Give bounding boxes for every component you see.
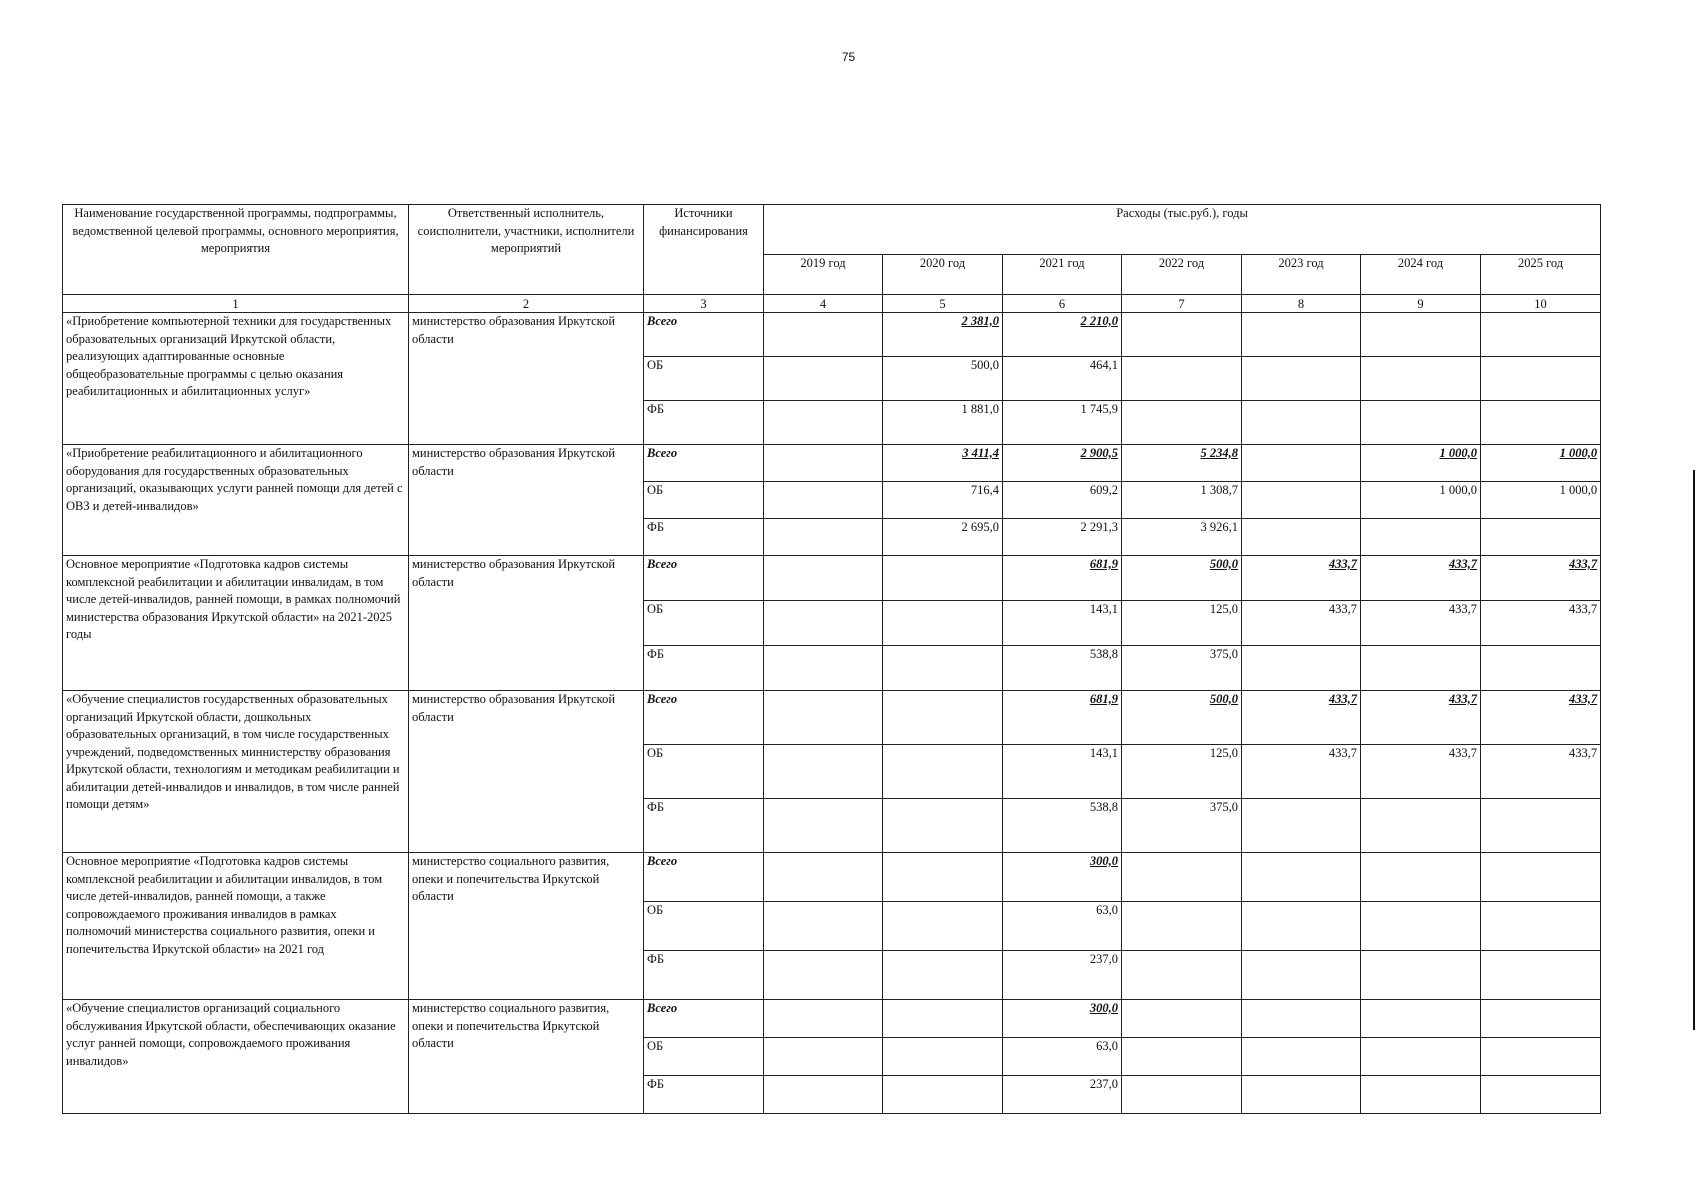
table-row <box>63 556 1601 601</box>
column-number: 6 <box>1003 295 1122 313</box>
expense-value <box>883 745 1003 799</box>
expense-value <box>764 313 883 357</box>
expense-value: 1 308,7 <box>1122 482 1242 519</box>
expense-value <box>1122 1000 1242 1038</box>
column-header-source: Источники финансирования <box>644 205 764 295</box>
column-header-executor: Ответственный исполнитель, соисполнители, участники, исполнители мероприятий <box>409 205 644 295</box>
activity-name: «Приобретение компьютерной техники для государственных образовательных организаций Иркутской области, реализующих адаптированные основные общеобразовательные программы с целью оказания реабилитационных и абилитационных услуг» <box>63 313 409 445</box>
table-body <box>63 313 1601 1114</box>
expense-value <box>883 1038 1003 1076</box>
expense-value <box>1361 357 1481 401</box>
funding-source: ФБ <box>644 799 764 853</box>
expense-value: 716,4 <box>883 482 1003 519</box>
expense-value: 2 381,0 <box>883 313 1003 357</box>
expense-value <box>1361 799 1481 853</box>
year-header: 2024 год <box>1361 255 1481 295</box>
expense-value: 433,7 <box>1361 556 1481 601</box>
expense-value <box>1242 401 1361 445</box>
expense-value: 63,0 <box>1003 902 1122 951</box>
responsible-executor: министерство образования Иркутской области <box>409 445 644 556</box>
activity-name: «Обучение специалистов организаций социального обслуживания Иркутской области, обеспечивающих оказание услуг ранней помощи, сопровождаемого проживания инвалидов» <box>63 1000 409 1114</box>
column-header-expenses: Расходы (тыс.руб.), годы <box>764 205 1601 255</box>
expense-value <box>1122 357 1242 401</box>
expense-value <box>1242 1038 1361 1076</box>
expense-value <box>1242 482 1361 519</box>
expense-value <box>1481 799 1601 853</box>
expense-value: 2 900,5 <box>1003 445 1122 482</box>
activity-name: Основное мероприятие «Подготовка кадров системы комплексной реабилитации и абилитации инвалидам, в том числе детей-инвалидов, ранней помощи, в рамках полномочий министерства образования Иркутской области» на 2021-2025 годы <box>63 556 409 691</box>
expense-value: 63,0 <box>1003 1038 1122 1076</box>
expense-value <box>883 902 1003 951</box>
expense-value <box>1242 951 1361 1000</box>
expense-value <box>764 556 883 601</box>
column-number: 4 <box>764 295 883 313</box>
expense-value: 143,1 <box>1003 745 1122 799</box>
expense-value <box>1361 646 1481 691</box>
funding-source: ОБ <box>644 1038 764 1076</box>
table-row <box>63 1000 1601 1038</box>
funding-source: ОБ <box>644 902 764 951</box>
expense-value <box>1122 1076 1242 1114</box>
expense-value <box>764 902 883 951</box>
expense-value <box>1481 1038 1601 1076</box>
funding-source: Всего <box>644 691 764 745</box>
expense-value: 3 411,4 <box>883 445 1003 482</box>
responsible-executor: министерство образования Иркутской области <box>409 691 644 853</box>
expense-value: 1 000,0 <box>1481 445 1601 482</box>
expense-value <box>1242 799 1361 853</box>
expense-value <box>1122 313 1242 357</box>
expense-value: 237,0 <box>1003 951 1122 1000</box>
expense-value: 1 000,0 <box>1361 445 1481 482</box>
expense-value <box>1242 445 1361 482</box>
expense-value <box>1481 1000 1601 1038</box>
year-header: 2025 год <box>1481 255 1601 295</box>
expense-value <box>1242 646 1361 691</box>
funding-source: ФБ <box>644 646 764 691</box>
expense-value: 500,0 <box>883 357 1003 401</box>
expense-value: 433,7 <box>1481 745 1601 799</box>
expense-value: 538,8 <box>1003 646 1122 691</box>
expense-value: 609,2 <box>1003 482 1122 519</box>
expense-value: 433,7 <box>1242 556 1361 601</box>
responsible-executor: министерство образования Иркутской области <box>409 556 644 691</box>
expense-value <box>1481 357 1601 401</box>
expense-value <box>764 1000 883 1038</box>
expense-value: 433,7 <box>1481 556 1601 601</box>
expense-value: 433,7 <box>1242 601 1361 646</box>
responsible-executor: министерство социального развития, опеки и попечительства Иркутской области <box>409 1000 644 1114</box>
column-header-name: Наименование государственной программы, подпрограммы, ведомственной целевой программы, основного мероприятия, мероприятия <box>63 205 409 295</box>
expense-value <box>883 691 1003 745</box>
funding-source: ОБ <box>644 601 764 646</box>
expense-value <box>764 482 883 519</box>
funding-source: ОБ <box>644 357 764 401</box>
expense-value <box>1122 951 1242 1000</box>
expense-value: 300,0 <box>1003 1000 1122 1038</box>
expense-value: 375,0 <box>1122 646 1242 691</box>
expense-value <box>1242 519 1361 556</box>
expense-value <box>883 951 1003 1000</box>
year-header: 2022 год <box>1122 255 1242 295</box>
expense-value <box>1242 1076 1361 1114</box>
expense-value <box>1361 1000 1481 1038</box>
funding-source: ФБ <box>644 1076 764 1114</box>
funding-source: ФБ <box>644 401 764 445</box>
expenses-table <box>62 204 1601 1114</box>
funding-source: ФБ <box>644 951 764 1000</box>
expense-value <box>883 853 1003 902</box>
expense-value: 433,7 <box>1361 691 1481 745</box>
funding-source: Всего <box>644 1000 764 1038</box>
expense-value <box>1242 357 1361 401</box>
expense-value: 464,1 <box>1003 357 1122 401</box>
responsible-executor: министерство образования Иркутской области <box>409 313 644 445</box>
expense-value <box>1242 902 1361 951</box>
funding-source: Всего <box>644 556 764 601</box>
expense-value <box>764 1076 883 1114</box>
expense-value: 5 234,8 <box>1122 445 1242 482</box>
expense-value <box>1361 401 1481 445</box>
expense-value: 300,0 <box>1003 853 1122 902</box>
year-header: 2021 год <box>1003 255 1122 295</box>
column-number: 1 <box>63 295 409 313</box>
expense-value: 1 881,0 <box>883 401 1003 445</box>
expense-value <box>1361 313 1481 357</box>
expense-value <box>764 401 883 445</box>
expense-value <box>883 601 1003 646</box>
expense-value <box>1481 853 1601 902</box>
expense-value: 500,0 <box>1122 691 1242 745</box>
expense-value <box>883 1076 1003 1114</box>
expense-value <box>764 799 883 853</box>
expense-value: 538,8 <box>1003 799 1122 853</box>
table-row <box>63 313 1601 357</box>
activity-name: «Обучение специалистов государственных образовательных организаций Иркутской области, дошкольных образовательных организаций, в том числе государственных учреждений, подведомственных миннистерству образования Иркутской области, технологиям и методикам реабилитации и абилитации детей-инвалидов и инвалидов, в том числе ранней помощи детям» <box>63 691 409 853</box>
activity-name: Основное мероприятие «Подготовка кадров системы комплексной реабилитации и абилитации инвалидов, в том числе детей-инвалидов, ранней помощи, а также сопровождаемого проживания инвалидов в рамках полномочий министерства социального развития, опеки и попечительства Иркутской области» на 2021 год <box>63 853 409 1000</box>
scan-edge-line <box>1693 470 1695 1030</box>
page-number: 75 <box>841 50 856 64</box>
expense-value <box>1481 519 1601 556</box>
table-row <box>63 853 1601 902</box>
expense-value <box>1361 1038 1481 1076</box>
expense-value <box>883 1000 1003 1038</box>
column-number: 9 <box>1361 295 1481 313</box>
expense-value <box>764 357 883 401</box>
responsible-executor: министерство социального развития, опеки и попечительства Иркутской области <box>409 853 644 1000</box>
expense-value <box>1361 519 1481 556</box>
expense-value: 1 000,0 <box>1361 482 1481 519</box>
expense-value <box>1481 313 1601 357</box>
funding-source: ОБ <box>644 745 764 799</box>
expense-value <box>1481 646 1601 691</box>
expense-value <box>1242 313 1361 357</box>
expense-value: 433,7 <box>1481 601 1601 646</box>
funding-source: Всего <box>644 445 764 482</box>
expense-value <box>764 601 883 646</box>
table-row <box>63 691 1601 745</box>
expense-value: 433,7 <box>1361 745 1481 799</box>
expense-value <box>1122 853 1242 902</box>
expense-value: 433,7 <box>1481 691 1601 745</box>
funding-source: ОБ <box>644 482 764 519</box>
expense-value <box>1361 853 1481 902</box>
expense-value <box>1361 951 1481 1000</box>
expense-value: 125,0 <box>1122 601 1242 646</box>
expense-value <box>1361 902 1481 951</box>
expense-value <box>764 445 883 482</box>
expense-value <box>1481 1076 1601 1114</box>
year-header: 2020 год <box>883 255 1003 295</box>
column-number: 5 <box>883 295 1003 313</box>
expense-value <box>1122 902 1242 951</box>
expense-value <box>764 519 883 556</box>
expense-value: 125,0 <box>1122 745 1242 799</box>
expense-value: 3 926,1 <box>1122 519 1242 556</box>
expense-value <box>883 799 1003 853</box>
expense-value <box>764 853 883 902</box>
expense-value <box>1122 401 1242 445</box>
expense-value: 2 291,3 <box>1003 519 1122 556</box>
funding-source: Всего <box>644 853 764 902</box>
expense-value <box>883 646 1003 691</box>
expense-value <box>1242 1000 1361 1038</box>
expense-value <box>1242 853 1361 902</box>
expense-value <box>1481 902 1601 951</box>
expense-value: 681,9 <box>1003 691 1122 745</box>
expense-value: 2 695,0 <box>883 519 1003 556</box>
expense-value <box>1122 1038 1242 1076</box>
column-number: 10 <box>1481 295 1601 313</box>
expense-value <box>883 556 1003 601</box>
expense-value: 143,1 <box>1003 601 1122 646</box>
column-number: 3 <box>644 295 764 313</box>
expense-value <box>764 691 883 745</box>
expense-value: 681,9 <box>1003 556 1122 601</box>
expense-value <box>764 646 883 691</box>
expense-value: 237,0 <box>1003 1076 1122 1114</box>
expense-value: 375,0 <box>1122 799 1242 853</box>
expense-value <box>1481 401 1601 445</box>
expense-value <box>1481 951 1601 1000</box>
year-header: 2019 год <box>764 255 883 295</box>
funding-source: Всего <box>644 313 764 357</box>
expense-value: 1 745,9 <box>1003 401 1122 445</box>
expense-value <box>764 951 883 1000</box>
expense-value <box>1361 1076 1481 1114</box>
column-number: 8 <box>1242 295 1361 313</box>
expense-value: 433,7 <box>1361 601 1481 646</box>
expense-value: 1 000,0 <box>1481 482 1601 519</box>
expense-value: 2 210,0 <box>1003 313 1122 357</box>
expense-value: 500,0 <box>1122 556 1242 601</box>
column-number: 2 <box>409 295 644 313</box>
column-number: 7 <box>1122 295 1242 313</box>
funding-source: ФБ <box>644 519 764 556</box>
activity-name: «Приобретение реабилитационного и абилитационного оборудования для государственных образовательных организаций, оказывающих услуги ранней помощи для детей с ОВЗ и детей-инвалидов» <box>63 445 409 556</box>
table-row <box>63 445 1601 482</box>
expense-value: 433,7 <box>1242 745 1361 799</box>
expense-value: 433,7 <box>1242 691 1361 745</box>
expense-value <box>764 1038 883 1076</box>
year-header: 2023 год <box>1242 255 1361 295</box>
expense-value <box>764 745 883 799</box>
